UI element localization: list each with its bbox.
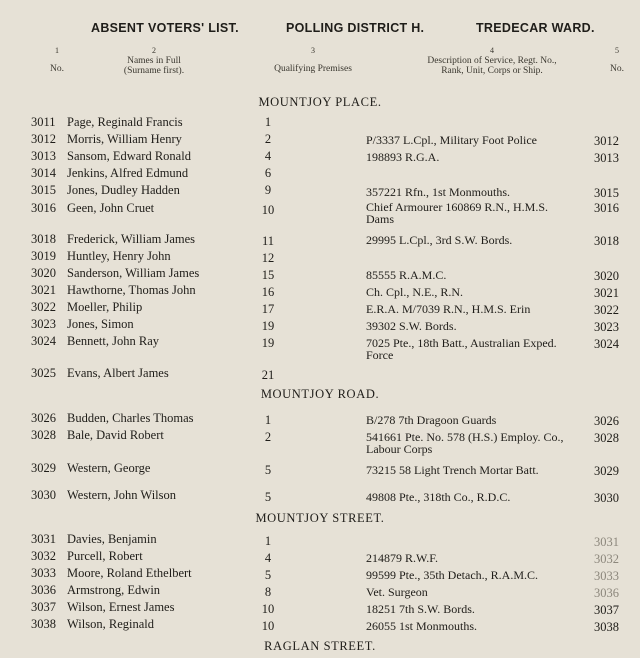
service-description: 7025 Pte., 18th Batt., Australian Exped. Force xyxy=(366,336,557,362)
polling-district: POLLING DISTRICT H. xyxy=(286,21,425,35)
premises-number: 10 xyxy=(261,602,275,616)
voter-row xyxy=(0,283,640,300)
service-description: 99599 Pte., 35th Detach., R.A.M.C. xyxy=(366,568,538,582)
voter-name: Moore, Roland Ethelbert xyxy=(67,566,192,580)
premises-number: 5 xyxy=(264,490,272,504)
voter-row xyxy=(0,461,640,478)
premises-number: 10 xyxy=(261,203,275,217)
service-description: Ch. Cpl., N.E., R.N. xyxy=(366,285,464,299)
service-description: 18251 7th S.W. Bords. xyxy=(366,602,475,616)
voter-name: Huntley, Henry John xyxy=(67,249,171,263)
voter-number: 3037 xyxy=(31,600,56,614)
voter-number: 3015 xyxy=(31,183,56,197)
voter-number: 3031 xyxy=(31,532,56,546)
service-description: 198893 R.G.A. xyxy=(366,150,440,164)
premises-number: 5 xyxy=(264,568,272,582)
section-heading: RAGLAN STREET. xyxy=(264,639,376,653)
column-header-names: 2 Names in Full (Surname first). xyxy=(123,46,185,76)
voter-name: Geen, John Cruet xyxy=(67,201,155,215)
section-heading: MOUNTJOY PLACE. xyxy=(258,95,382,109)
premises-number: 11 xyxy=(261,234,275,248)
premises-number: 8 xyxy=(264,585,272,599)
voter-name: Frederick, William James xyxy=(67,232,196,246)
voter-row xyxy=(0,249,640,266)
voter-name: Armstrong, Edwin xyxy=(67,583,161,597)
service-description: 49808 Pte., 318th Co., R.D.C. xyxy=(366,490,511,504)
column-header-description: 4 Description of Service, Regt. No., Rank, Unit, Corps or Ship. xyxy=(427,46,557,76)
premises-number: 4 xyxy=(264,149,272,163)
voter-number: 3018 xyxy=(31,232,56,246)
voter-number: 3030 xyxy=(31,488,56,502)
voter-number: 3016 xyxy=(31,201,56,215)
voter-number-right: 3032 xyxy=(594,552,619,566)
voter-number: 3029 xyxy=(31,461,56,475)
voter-number-right: 3013 xyxy=(594,151,619,165)
voter-name: Jones, Dudley Hadden xyxy=(67,183,180,197)
voter-name: Purcell, Robert xyxy=(67,549,143,563)
premises-number: 5 xyxy=(264,463,272,477)
voter-number-right: 3037 xyxy=(594,603,619,617)
voter-row xyxy=(0,149,640,166)
voter-row xyxy=(0,132,640,149)
voter-name: Bennett, John Ray xyxy=(67,334,160,348)
service-description: 214879 R.W.F. xyxy=(366,551,438,565)
voter-number-right: 3021 xyxy=(594,286,619,300)
voter-number-right: 3023 xyxy=(594,320,619,334)
list-title: ABSENT VOTERS' LIST. xyxy=(91,21,239,35)
service-description: Chief Armourer 160869 R.N., H.M.S. Dams xyxy=(366,200,548,226)
voter-number: 3032 xyxy=(31,549,56,563)
voter-number-right: 3022 xyxy=(594,303,619,317)
voter-number: 3013 xyxy=(31,149,56,163)
voter-name: Davies, Benjamin xyxy=(67,532,157,546)
voter-number: 3038 xyxy=(31,617,56,631)
voter-number: 3020 xyxy=(31,266,56,280)
service-description: P/3337 L.Cpl., Military Foot Police xyxy=(366,133,538,147)
voter-row xyxy=(0,532,640,549)
service-description: 29995 L.Cpl., 3rd S.W. Bords. xyxy=(366,233,513,247)
voter-number: 3021 xyxy=(31,283,56,297)
service-description: 39302 S.W. Bords. xyxy=(366,319,457,333)
premises-number: 1 xyxy=(264,115,272,129)
premises-number: 2 xyxy=(264,132,272,146)
voter-row xyxy=(0,566,640,583)
premises-number: 12 xyxy=(261,251,275,265)
premises-number: 1 xyxy=(264,534,272,548)
voter-number-right: 3024 xyxy=(594,337,619,351)
voter-number-right: 3033 xyxy=(594,569,619,583)
premises-number: 21 xyxy=(261,368,275,382)
service-description: B/278 7th Dragoon Guards xyxy=(366,413,497,427)
voter-number-right: 3020 xyxy=(594,269,619,283)
premises-number: 16 xyxy=(261,285,275,299)
premises-number: 1 xyxy=(264,413,272,427)
voter-number-right: 3036 xyxy=(594,586,619,600)
column-header-premises: 3 Qualifying Premises xyxy=(274,46,352,74)
premises-number: 19 xyxy=(261,319,275,333)
voter-row xyxy=(0,115,640,132)
service-description: E.R.A. M/7039 R.N., H.M.S. Erin xyxy=(366,302,531,316)
voter-number-right: 3030 xyxy=(594,491,619,505)
voter-number-right: 3015 xyxy=(594,186,619,200)
voter-number-right: 3031 xyxy=(594,535,619,549)
voter-name: Jones, Simon xyxy=(67,317,134,331)
premises-number: 6 xyxy=(264,166,272,180)
voter-number: 3026 xyxy=(31,411,56,425)
voter-name: Bale, David Robert xyxy=(67,428,164,442)
voter-name: Budden, Charles Thomas xyxy=(67,411,194,425)
section-heading: MOUNTJOY STREET. xyxy=(255,511,385,525)
voter-row xyxy=(0,411,640,428)
voter-number: 3023 xyxy=(31,317,56,331)
voter-name: Page, Reginald Francis xyxy=(67,115,183,129)
voter-name: Morris, William Henry xyxy=(67,132,182,146)
service-description: Vet. Surgeon xyxy=(366,585,428,599)
voter-number-right: 3012 xyxy=(594,134,619,148)
voter-row xyxy=(0,166,640,183)
voter-number: 3011 xyxy=(31,115,56,129)
voter-number-right: 3028 xyxy=(594,431,619,445)
ward-name: TREDECAR WARD. xyxy=(476,21,595,35)
voter-row xyxy=(0,200,640,226)
voter-name: Evans, Albert James xyxy=(67,366,169,380)
voter-number-right: 3018 xyxy=(594,234,619,248)
voter-name: Hawthorne, Thomas John xyxy=(67,283,196,297)
voter-row xyxy=(0,317,640,334)
voter-name: Jenkins, Alfred Edmund xyxy=(67,166,189,180)
column-header-no-right: 5 No. xyxy=(610,46,624,74)
voter-row xyxy=(0,366,640,383)
voter-name: Moeller, Philip xyxy=(67,300,143,314)
voter-row xyxy=(0,583,640,600)
voter-number: 3022 xyxy=(31,300,56,314)
voter-row xyxy=(0,232,640,249)
section-heading: MOUNTJOY ROAD. xyxy=(260,387,380,401)
voter-number-right: 3038 xyxy=(594,620,619,634)
voter-row xyxy=(0,334,640,362)
voter-row xyxy=(0,428,640,456)
column-header-no: 1 No. xyxy=(50,46,64,74)
voter-name: Wilson, Ernest James xyxy=(67,600,175,614)
voter-name: Sansom, Edward Ronald xyxy=(67,149,191,163)
premises-number: 19 xyxy=(261,336,275,350)
voter-number: 3019 xyxy=(31,249,56,263)
service-description: 541661 Pte. No. 578 (H.S.) Employ. Co., Labour Corps xyxy=(366,430,564,456)
voter-number: 3014 xyxy=(31,166,56,180)
voter-number-right: 3029 xyxy=(594,464,619,478)
voter-name: Wilson, Reginald xyxy=(67,617,154,631)
voter-number-right: 3016 xyxy=(594,201,619,215)
voter-row xyxy=(0,600,640,617)
service-description: 26055 1st Monmouths. xyxy=(366,619,478,633)
voter-number: 3012 xyxy=(31,132,56,146)
voter-row xyxy=(0,549,640,566)
voter-row xyxy=(0,183,640,200)
voter-number: 3025 xyxy=(31,366,56,380)
voter-number: 3036 xyxy=(31,583,56,597)
voter-row xyxy=(0,266,640,283)
premises-number: 9 xyxy=(264,183,272,197)
service-description: 85555 R.A.M.C. xyxy=(366,268,447,282)
voter-row xyxy=(0,617,640,634)
voter-number: 3024 xyxy=(31,334,56,348)
voter-number: 3028 xyxy=(31,428,56,442)
voter-number: 3033 xyxy=(31,566,56,580)
premises-number: 15 xyxy=(261,268,275,282)
voter-name: Western, George xyxy=(67,461,151,475)
voter-name: Western, John Wilson xyxy=(67,488,177,502)
premises-number: 17 xyxy=(261,302,275,316)
voter-number-right: 3026 xyxy=(594,414,619,428)
service-description: 73215 58 Light Trench Mortar Batt. xyxy=(366,463,539,477)
premises-number: 4 xyxy=(264,551,272,565)
service-description: 357221 Rfn., 1st Monmouths. xyxy=(366,185,511,199)
premises-number: 10 xyxy=(261,619,275,633)
voter-row xyxy=(0,300,640,317)
voter-name: Sanderson, William James xyxy=(67,266,200,280)
voter-row xyxy=(0,488,640,505)
premises-number: 2 xyxy=(264,430,272,444)
